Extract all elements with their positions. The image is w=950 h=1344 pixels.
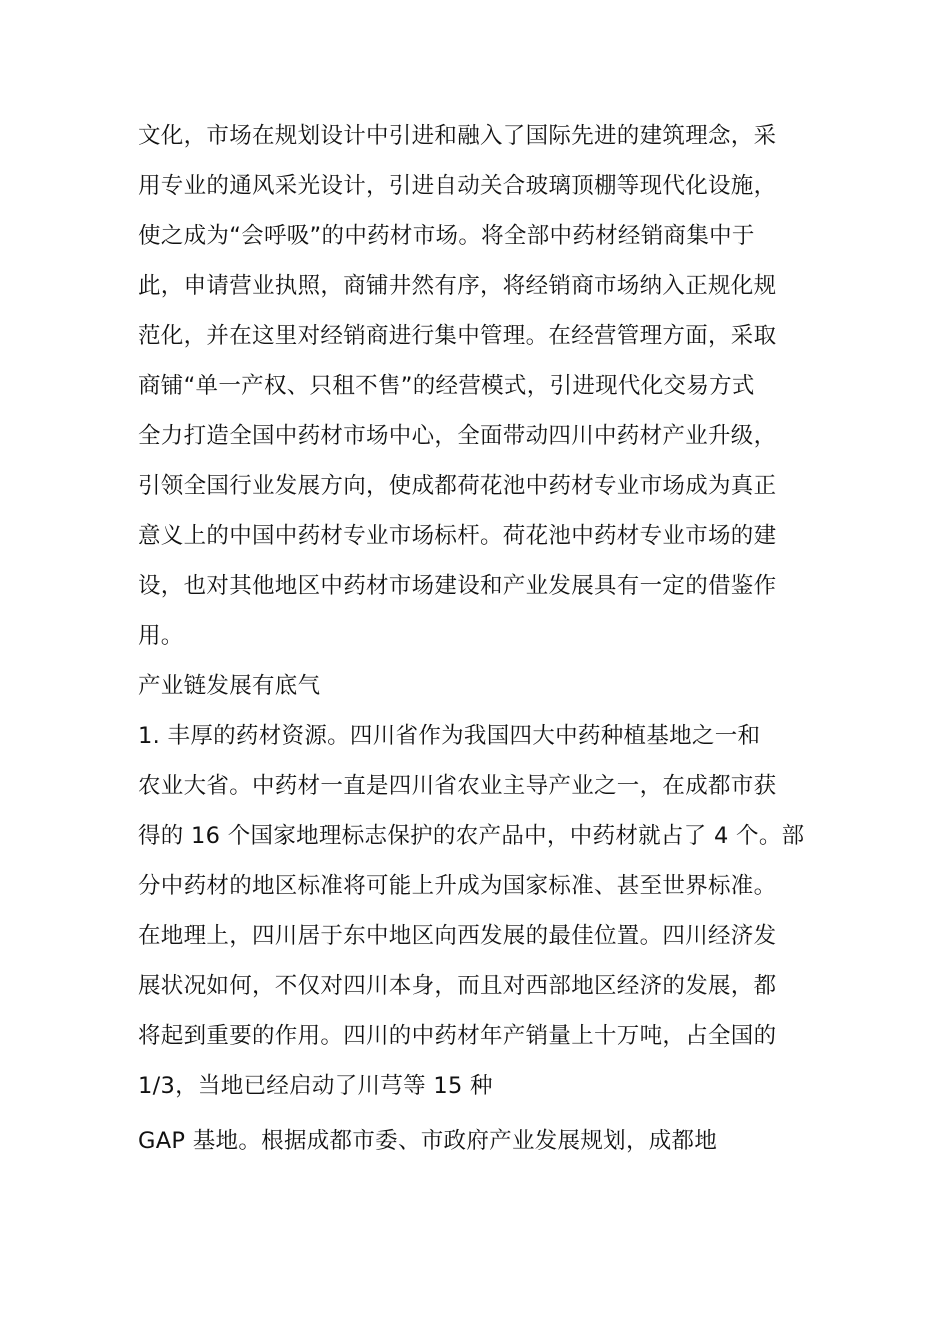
text-line: 使之成为“会呼吸”的中药材市场。将全部中药材经销商集中于: [138, 223, 755, 249]
text-line: 意义上的中国中药材专业市场标杆。荷花池中药材专业市场的建: [138, 523, 777, 549]
text-line: 引领全国行业发展方向，使成都荷花池中药材专业市场成为真正: [138, 473, 777, 499]
list-item-line: 1. 丰厚的药材资源。四川省作为我国四大中药种植基地之一和: [138, 723, 761, 749]
text-line: 此，申请营业执照，商铺井然有序，将经销商市场纳入正规化规: [138, 273, 777, 299]
text-line: 用专业的通风采光设计，引进自动关合玻璃顶棚等现代化设施，: [138, 173, 777, 199]
text-line: 1/3，当地已经启动了川芎等 15 种: [138, 1073, 493, 1099]
text-line: 得的 16 个国家地理标志保护的农产品中，中药材就占了 4 个。部: [138, 823, 805, 849]
text-line: GAP 基地。根据成都市委、市政府产业发展规划，成都地: [138, 1128, 718, 1154]
section-heading: 产业链发展有底气: [138, 673, 321, 699]
text-line: 分中药材的地区标准将可能上升成为国家标准、甚至世界标准。: [138, 873, 777, 899]
text-line: 用。: [138, 623, 184, 649]
text-line: 文化，市场在规划设计中引进和融入了国际先进的建筑理念，采: [138, 123, 777, 149]
text-line: 在地理上，四川居于东中地区向西发展的最佳位置。四川经济发: [138, 923, 777, 949]
text-line: 全力打造全国中药材市场中心，全面带动四川中药材产业升级，: [138, 423, 777, 449]
text-line: 将起到重要的作用。四川的中药材年产销量上十万吨，占全国的: [138, 1023, 777, 1049]
text-line: 展状况如何，不仅对四川本身，而且对西部地区经济的发展，都: [138, 973, 777, 999]
text-line: 商铺“单一产权、只租不售”的经营模式，引进现代化交易方式: [138, 373, 755, 399]
text-line: 范化，并在这里对经销商进行集中管理。在经营管理方面，采取: [138, 323, 777, 349]
text-line: 设，也对其他地区中药材市场建设和产业发展具有一定的借鉴作: [138, 573, 777, 599]
text-line: 农业大省。中药材一直是四川省农业主导产业之一，在成都市获: [138, 773, 777, 799]
